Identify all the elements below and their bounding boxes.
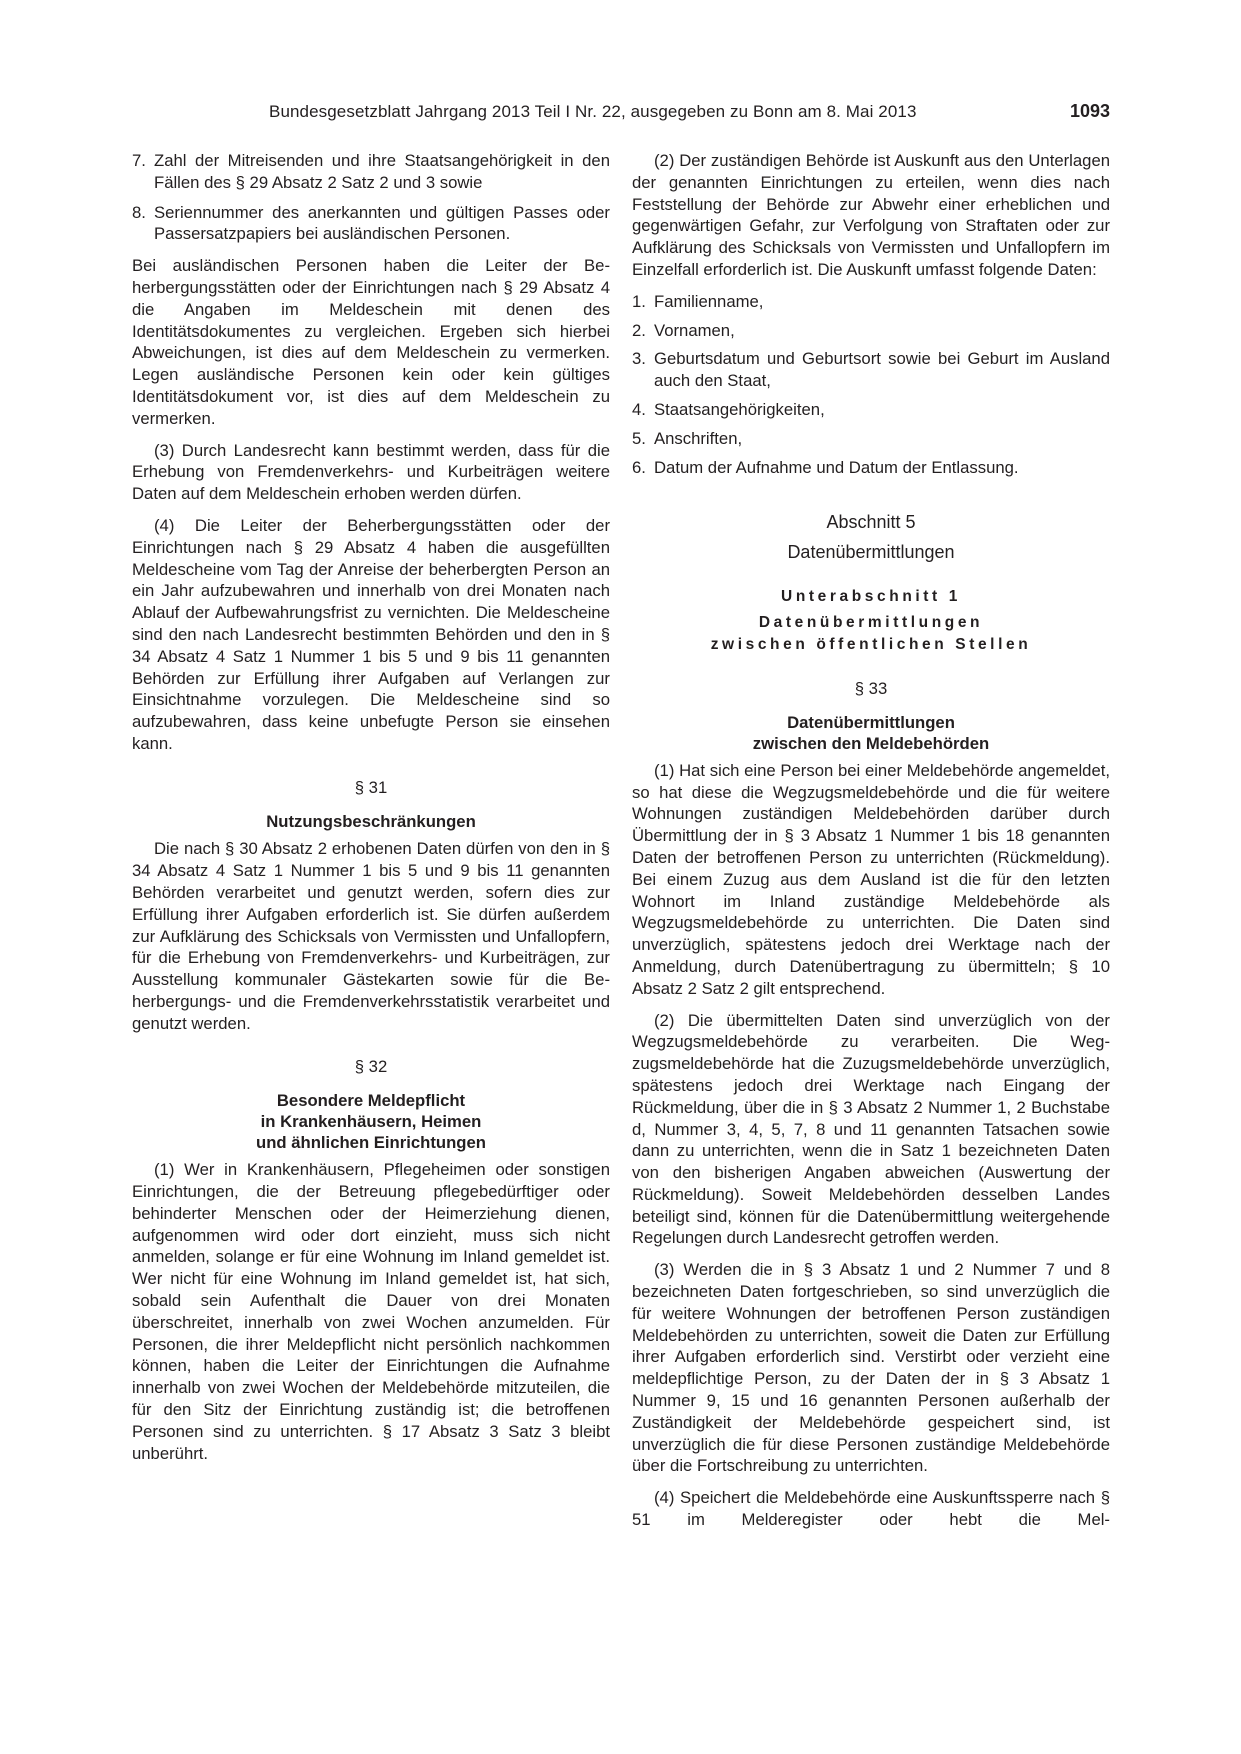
section-33-title-line: zwischen den Meldebehörden bbox=[752, 733, 990, 753]
section-32-title-line: Besondere Meldepflicht bbox=[276, 1091, 466, 1111]
section-33-absatz-3: (3) Werden die in § 3 Absatz 1 und 2 Nummer 7 und 8 bezeichneten Daten fortgeschrieben, so sind unverzüglich die für weitere Wohnungen der betroffenen Person zuständigen Meldebehörden zu unterrichten, soweit die Daten zur Erfüllung ihrer Aufgaben erforderlich sind. Verstirbt oder verzieht eine meldepflichtige Person, zu der Daten der in § 3 Absatz 1 Nummer 9, 15 und 16 genannten Personen außerhalb der Zuständigkeit der Meldebehörde gespeichert sind, ist unverzüglich die für diese Personen zuständige Meldebehörde über die Fortschreibung zu unterrichten. bbox=[632, 1260, 1110, 1476]
list-item-number: 4. bbox=[632, 399, 646, 419]
list-item-number: 8. bbox=[132, 202, 146, 222]
list-item bbox=[632, 348, 1110, 392]
list-item bbox=[632, 457, 1110, 479]
abschnitt-title: Datenübermittlungen bbox=[787, 542, 955, 563]
section-31-title: Nutzungsbeschränkungen bbox=[266, 811, 476, 831]
section-31-sign: § 31 bbox=[354, 777, 388, 797]
list-item-text: Staatsangehörigkeiten, bbox=[654, 399, 825, 419]
section-32-sign: § 32 bbox=[354, 1057, 388, 1077]
unterabschnitt-title-line: zwischen öffentlichen Stellen bbox=[710, 635, 1032, 653]
header-title: Bundesgesetzblatt Jahrgang 2013 Teil I Nr. 22, ausgegeben zu Bonn am 8. Mai 2013 bbox=[269, 102, 917, 121]
page-header bbox=[132, 101, 1110, 122]
section-33-title-line: Datenübermittlungen bbox=[787, 712, 955, 732]
list-item bbox=[632, 291, 1110, 313]
section-32-absatz-1: (1) Wer in Krankenhäusern, Pflegeheimen oder sonstigen Einrichtungen, die der Betreuung pflegebedürftiger oder behinderter Menschen oder der Heimerziehung dienen, aufgenommen wird oder dort einzieht, muss sich nicht anmelden, solange er für eine Wohnung im Inland gemeldet ist. Wer nicht für eine Wohnung im Inland gemeldet ist, hat sich, sobald sein Aufenthalt die Dauer von drei Monaten überschreitet, innerhalb von zwei Wochen anzumelden. Für Personen, die ihrer Meldepflicht nicht persönlich nachkommen können, haben die Leiter der Einrichtungen die Aufnahme innerhalb von zwei Wochen der Meldebehörde mitzuteilen, die für den Sitz der Einrichtung zuständig ist; die betroffenen Personen sind zu unterrichten. § 17 Absatz 3 Satz 3 bleibt unberührt. bbox=[132, 1160, 610, 1463]
list-item-text: Zahl der Mitreisenden und ihre Staatsangehörigkeit in den Fällen des § 29 Absatz 2 Satz 2 und 3 sowie bbox=[154, 151, 610, 192]
list-item-text: Geburtsdatum und Geburtsort sowie bei Geburt im Ausland auch den Staat, bbox=[654, 349, 1110, 391]
section-32-title-line: und ähnlichen Einrichtungen bbox=[256, 1133, 486, 1153]
paragraph-absatz-4: (4) Die Leiter der Beherbergungsstätten oder der Einrichtungen nach § 29 Absatz 4 haben die ausgefüllten Meldescheine vom Tag der Anreise der beherbergten Person an ein Jahr aufzubewahren und innerhalb von drei Monaten nach Ablauf der Aufbewahrungsfrist zu vernichten. Die Meldescheine sind den nach Landesrecht bestimmten Behörden und den in § 34 Absatz 4 Satz 1 Nummer 1 bis 5 und 9 bis 11 genannten Behörden zur Erfüllung ihrer Aufgaben auf Verlangen zur Einsichtnahme vorzulegen. Die Meldescheine sind so aufzubewahren, dass keine unbefugte Person sie einsehen kann. bbox=[132, 515, 610, 753]
list-item bbox=[132, 150, 610, 194]
unterabschnitt-title-line: Datenübermittlungen bbox=[758, 613, 984, 631]
section-32-title-line: in Krankenhäusern, Heimen bbox=[260, 1112, 482, 1132]
list-item bbox=[632, 320, 1110, 342]
list-item-number: 1. bbox=[632, 291, 646, 311]
list-item-number: 7. bbox=[132, 151, 146, 170]
page-number: 1093 bbox=[1069, 101, 1110, 121]
section-31-text: Die nach § 30 Absatz 2 erhobenen Daten dürfen von den in § 34 Absatz 4 Satz 1 Nummer 1 bis 5 und 9 bis 11 genannten Behörden verarbeitet und genutzt werden, sofern dies zur Erfüllung ihrer Aufgaben erforderlich ist. Sie dürfen außerdem zur Aufklärung des Schicksals von Vermissten und Unfallopfern, für die Erhebung von Fremdenverkehrs- und Kurbeiträgen, zur Ausstellung kommunaler Gästekarten sowie für die Beherbergungs- und die Fremdenverkehrsstatistik verarbeitet und genutzt werden. bbox=[132, 839, 610, 1033]
list-item-text: Anschriften, bbox=[654, 428, 743, 448]
paragraph-absatz-2: (2) Der zuständigen Behörde ist Auskunft aus den Unterlagen der genannten Einrichtungen zu erteilen, wenn dies nach Feststellung der Behörde zur Abwehr einer erheblichen und gegenwärtigen Gefahr, zur Verfolgung von Straftaten oder zur Aufklärung des Schicksals von Vermissten und Unfallopfern im Einzelfall erforderlich ist. Die Auskunft umfasst folgende Daten: bbox=[632, 151, 1110, 279]
section-33-sign: § 33 bbox=[854, 678, 888, 698]
unterabschnitt-heading-block bbox=[632, 586, 1110, 656]
list-item-number: 6. bbox=[632, 457, 646, 477]
unterabschnitt-heading: Unterabschnitt 1 bbox=[781, 587, 961, 605]
list-item bbox=[132, 202, 610, 246]
list-item-text: Seriennummer des anerkannten und gültigen Passes oder Passersatzpapiers bei ausländischen Personen. bbox=[154, 202, 610, 244]
list-item-text: Datum der Aufnahme und Datum der Entlassung. bbox=[654, 457, 1019, 477]
section-33-absatz-2: (2) Die übermittelten Daten sind unverzüglich von der Wegzugsmeldebehörde zu verarbeiten. Die Wegzugsmeldebehörde hat die Zuzugsmeldebehörde unverzüglich, spätestens jedoch drei Werktage nach Eingang der Rückmeldung, über die in § 3 Absatz 2 Nummer 1, 2 Buchstabe d, Nummer 3, 4, 5, 7, 8 und 11 genannten Tatsachen sowie dann zu unterrichten, wenn die in Satz 1 bezeichneten Daten von den bisherigen Angaben abweichen (Auswertung der Rückmeldung). Soweit Meldebehörden desselben Landes beteiligt sind, können für die Datenübermittlung weitergehende Regelungen durch Landesrecht getroffen werden. bbox=[632, 1010, 1110, 1248]
paragraph-absatz-3: (3) Durch Landesrecht kann bestimmt werden, dass für die Erhebung von Fremdenverkehrs- und Kurbeiträgen weitere Daten auf dem Meldeschein erhoben werden dürfen. bbox=[132, 440, 610, 504]
right-column bbox=[632, 150, 1110, 1541]
list-item-text: Familienname, bbox=[654, 291, 764, 311]
list-item-text: Vornamen, bbox=[654, 320, 735, 340]
list-item bbox=[632, 428, 1110, 450]
auskunft-data-list bbox=[632, 291, 1110, 479]
list-item bbox=[632, 399, 1110, 421]
list-item-number: 2. bbox=[632, 320, 646, 340]
list-continued bbox=[132, 150, 610, 245]
abschnitt-heading: Abschnitt 5 bbox=[826, 512, 916, 533]
section-33-title bbox=[632, 712, 1110, 754]
section-33-absatz-1: (1) Hat sich eine Person bei einer Meldebehörde angemeldet, so hat diese die Wegzugsmeldebehörde und die für weitere Wohnungen zuständigen Meldebehörden darüber durch Übermittlung der in § 3 Absatz 1 Nummer 1 bis 18 genannten Daten der betroffenen Person zu unterrichten (Rückmeldung). Bei einem Zuzug aus dem Ausland ist die für den letzten Wohnort im Inland zuständige Meldebehörde als Wegzugsmeldebehörde zu unterrichten. Die Daten sind unverzüglich, spätestens jedoch drei Werktage nach der Anmeldung, durch Datenübertragung zu übermitteln; § 10 Absatz 2 Satz 2 gilt entsprechend. bbox=[632, 760, 1110, 998]
section-33-absatz-4: (4) Speichert die Meldebehörde eine Auskunftssperre nach § 51 im Melderegister oder hebt die Mel- bbox=[632, 1488, 1110, 1530]
list-item-number: 3. bbox=[632, 349, 646, 369]
list-item-number: 5. bbox=[632, 428, 646, 448]
section-32-title bbox=[132, 1090, 610, 1153]
paragraph-auslaendische-personen: Bei ausländischen Personen haben die Leiter der Beherbergungsstätten oder der Einrichtungen nach § 29 Absatz 4 die Angaben im Meldeschein mit denen des Identitätsdokumentes zu vergleichen. Ergeben sich hierbei Abweichungen, ist dies auf dem Meldeschein zu vermerken. Legen ausländische Personen kein oder kein gültiges Identitätsdokument vor, ist dies auf dem Meldeschein zu vermerken. bbox=[132, 256, 610, 428]
left-column bbox=[132, 150, 610, 1474]
